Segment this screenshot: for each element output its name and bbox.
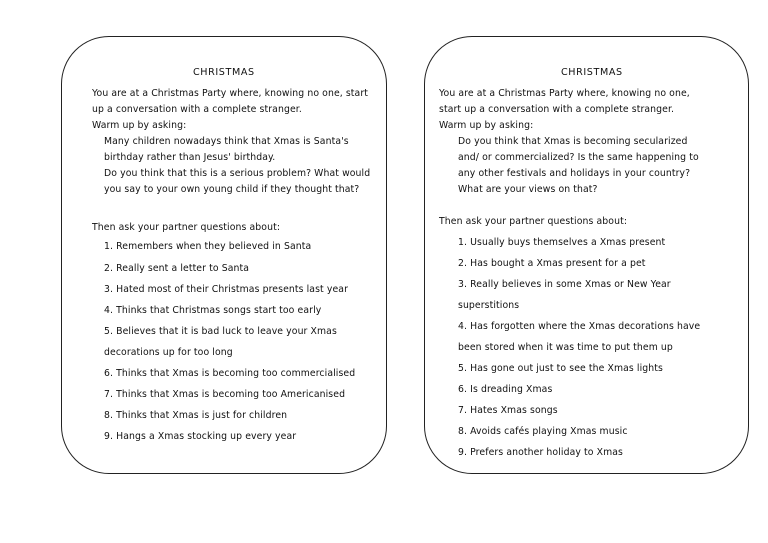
question-item: 1. Usually buys themselves a Xmas present (458, 237, 666, 248)
question-item: 3. Really believes in some Xmas or New Year (458, 279, 671, 290)
question-item: 8. Thinks that Xmas is just for children (104, 410, 288, 421)
question-item-continued: decorations up for too long (104, 347, 233, 358)
question-item: 3. Hated most of their Christmas presents last year (104, 284, 348, 295)
question-item: 2. Really sent a letter to Santa (104, 263, 250, 274)
warm-up-line: any other festivals and holidays in your country? (458, 168, 691, 179)
question-item-continued: been stored when it was time to put them up (458, 342, 673, 353)
question-item: 6. Is dreading Xmas (458, 384, 553, 395)
question-item: 7. Thinks that Xmas is becoming too Americanised (104, 389, 346, 400)
warm-up-line: birthday rather than Jesus' birthday. (104, 152, 276, 163)
question-item: 8. Avoids cafés playing Xmas music (458, 426, 628, 437)
warm-up-line: Many children nowadays think that Xmas is Santa's (104, 136, 349, 147)
conversation-card-left (61, 36, 387, 474)
intro-line: You are at a Christmas Party where, knowing no one, (439, 88, 690, 99)
question-item: 4. Thinks that Christmas songs start too early (104, 305, 322, 316)
question-item: 2. Has bought a Xmas present for a pet (458, 258, 646, 269)
warm-up-label: Warm up by asking: (439, 120, 534, 131)
warm-up-line: Do you think that this is a serious problem? What would (104, 168, 371, 179)
question-item: 9. Prefers another holiday to Xmas (458, 447, 623, 458)
card-title: CHRISTMAS (193, 67, 255, 78)
question-item: 6. Thinks that Xmas is becoming too commercialised (104, 368, 356, 379)
intro-line: You are at a Christmas Party where, knowing no one, start (92, 88, 369, 99)
intro-line: up a conversation with a complete stranger. (92, 104, 302, 115)
question-item: 4. Has forgotten where the Xmas decorations have (458, 321, 701, 332)
question-item: 9. Hangs a Xmas stocking up every year (104, 431, 297, 442)
questions-label: Then ask your partner questions about: (439, 216, 628, 227)
question-item: 5. Believes that it is bad luck to leave your Xmas (104, 326, 337, 337)
warm-up-line: What are your views on that? (458, 184, 598, 195)
question-item: 5. Has gone out just to see the Xmas lights (458, 363, 663, 374)
question-item: 1. Remembers when they believed in Santa (104, 241, 312, 252)
card-title: CHRISTMAS (561, 67, 623, 78)
warm-up-line: you say to your own young child if they thought that? (104, 184, 360, 195)
conversation-card-right (424, 36, 749, 474)
questions-label: Then ask your partner questions about: (92, 222, 281, 233)
warm-up-label: Warm up by asking: (92, 120, 187, 131)
warm-up-line: Do you think that Xmas is becoming secularized (458, 136, 688, 147)
warm-up-line: and/ or commercialized? Is the same happening to (458, 152, 699, 163)
question-item-continued: superstitions (458, 300, 520, 311)
intro-line: start up a conversation with a complete stranger. (439, 104, 675, 115)
question-item: 7. Hates Xmas songs (458, 405, 558, 416)
